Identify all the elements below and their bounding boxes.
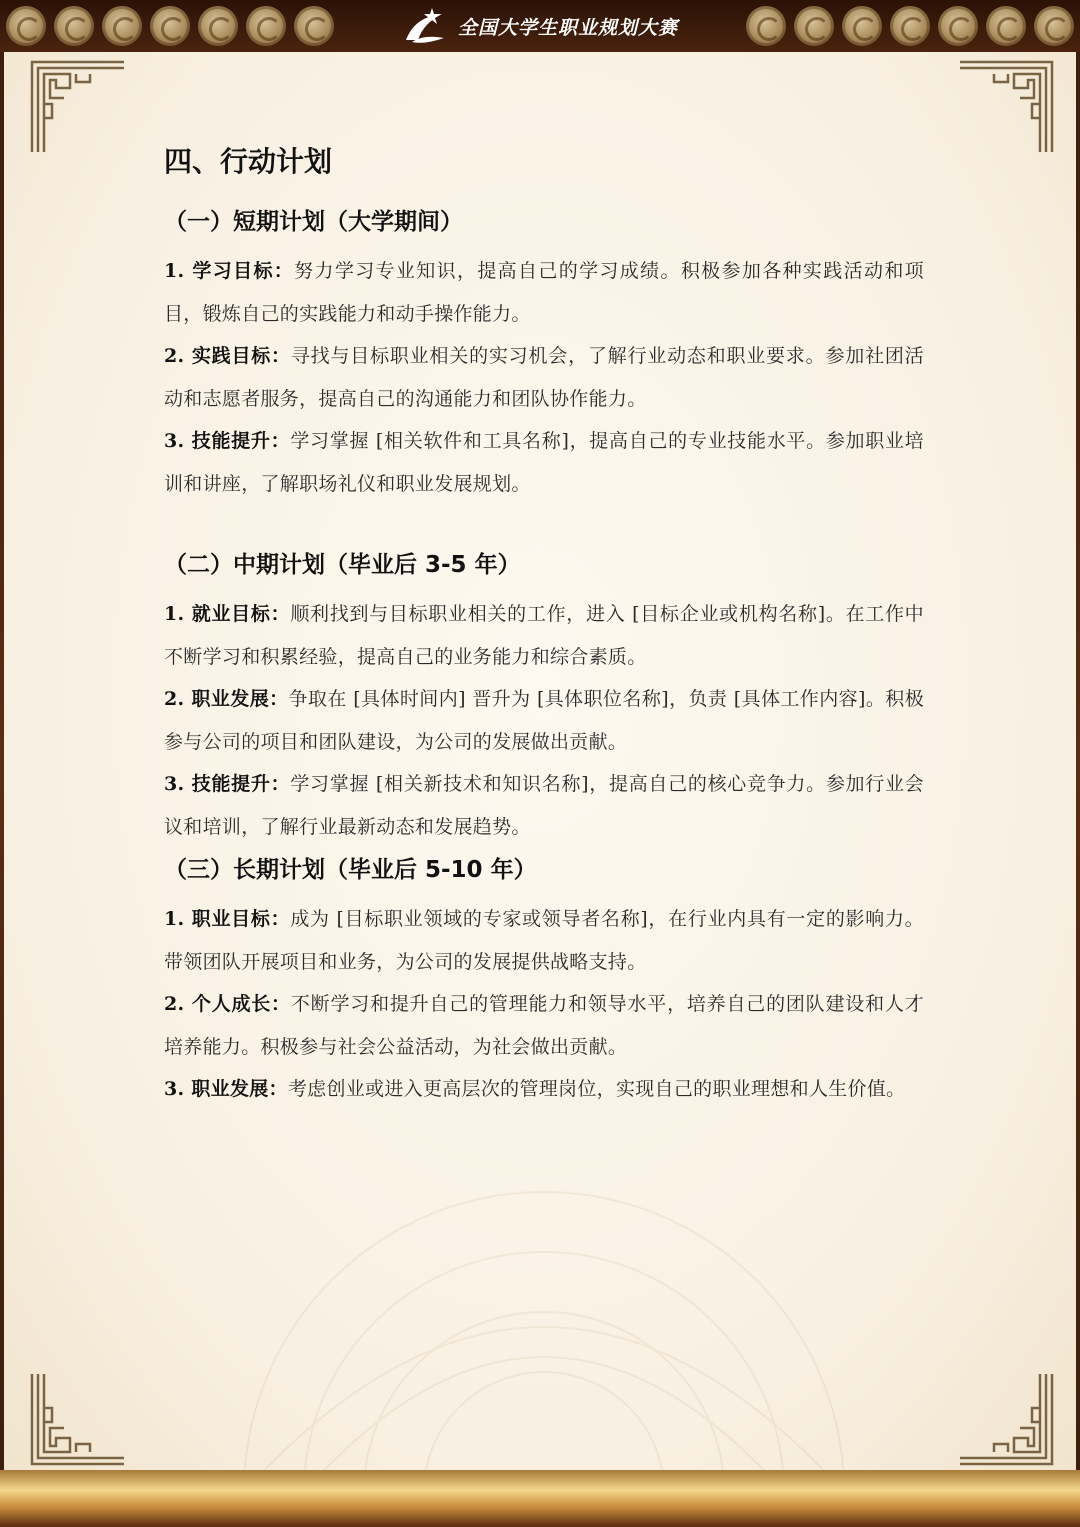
short-term-item	[164, 335, 924, 420]
right-ornaments	[746, 6, 1074, 46]
item-label: 3. 技能提升：	[164, 773, 291, 795]
flying-star-logo-icon	[402, 6, 448, 46]
cloud-medallion-icon	[842, 6, 882, 46]
item-label: 3. 技能提升：	[164, 430, 291, 452]
cloud-medallion-icon	[54, 6, 94, 46]
item-text: 寻找与目标职业相关的实习机会，了解行业动态和职业要求。参加社团活动和志愿者服务，提高自己的沟通能力和团队协作能力。	[164, 345, 924, 410]
short-term-item	[164, 420, 924, 505]
item-text: 考虑创业或进入更高层次的管理岗位，实现自己的职业理想和人生价值。	[287, 1078, 906, 1100]
item-label: 1. 职业目标：	[164, 908, 291, 930]
left-ornaments	[6, 6, 334, 46]
section-title: 四、行动计划	[164, 145, 333, 178]
cloud-medallion-icon	[102, 6, 142, 46]
short-term-heading: （一）短期计划（大学期间）	[164, 209, 463, 235]
item-text: 学习掌握 [相关软件和工具名称]，提高自己的专业技能水平。参加职业培训和讲座，了解职场礼仪和职业发展规划。	[164, 430, 924, 495]
corner-fret-ornament-icon	[30, 58, 126, 154]
cloud-medallion-icon	[890, 6, 930, 46]
cloud-medallion-icon	[150, 6, 190, 46]
bottom-gold-band	[0, 1470, 1080, 1527]
cloud-medallion-icon	[198, 6, 238, 46]
item-text: 成为 [目标职业领域的专家或领导者名称]，在行业内具有一定的影响力。带领团队开展项目和业务，为公司的发展提供战略支持。	[164, 908, 924, 973]
corner-fret-ornament-icon	[958, 58, 1054, 154]
cloud-medallion-icon	[794, 6, 834, 46]
cloud-medallion-icon	[1034, 6, 1074, 46]
cloud-medallion-icon	[746, 6, 786, 46]
cloud-medallion-icon	[938, 6, 978, 46]
item-text: 争取在 [具体时间内] 晋升为 [具体职位名称]，负责 [具体工作内容]。积极参与公司的项目和团队建设，为公司的发展做出贡献。	[164, 688, 924, 753]
item-label: 2. 职业发展：	[164, 688, 289, 710]
mid-term-item	[164, 678, 924, 763]
section-spacer	[164, 505, 924, 545]
header-band	[0, 0, 1080, 52]
corner-fret-ornament-icon	[30, 1372, 126, 1468]
corner-fret-ornament-icon	[958, 1372, 1054, 1468]
item-label: 2. 个人成长：	[164, 993, 291, 1015]
long-term-heading: （三）长期计划（毕业后 5-10 年）	[164, 857, 537, 883]
cloud-medallion-icon	[6, 6, 46, 46]
long-term-item	[164, 898, 924, 983]
cloud-medallion-icon	[986, 6, 1026, 46]
document-content	[164, 128, 924, 1111]
long-term-item	[164, 983, 924, 1068]
item-text: 顺利找到与目标职业相关的工作，进入 [目标企业或机构名称]。在工作中不断学习和积累经验，提高自己的业务能力和综合素质。	[164, 603, 924, 668]
item-text: 不断学习和提升自己的管理能力和领导水平，培养自己的团队建设和人才培养能力。积极参与社会公益活动，为社会做出贡献。	[164, 993, 924, 1058]
mandala-watermark-icon	[164, 1162, 924, 1492]
cloud-medallion-icon	[246, 6, 286, 46]
item-text: 努力学习专业知识，提高自己的学习成绩。积极参加各种实践活动和项目，锻炼自己的实践能力和动手操作能力。	[164, 260, 924, 325]
mid-term-item	[164, 763, 924, 848]
item-label: 3. 职业发展：	[164, 1078, 288, 1100]
mid-term-heading: （二）中期计划（毕业后 3-5 年）	[164, 552, 521, 578]
brand-name: 全国大学生职业规划大赛	[457, 16, 678, 39]
item-label: 1. 学习目标：	[164, 260, 295, 282]
item-label: 2. 实践目标：	[164, 345, 291, 367]
cloud-medallion-icon	[294, 6, 334, 46]
mid-term-item	[164, 593, 924, 678]
brand	[402, 6, 678, 46]
item-text: 学习掌握 [相关新技术和知识名称]，提高自己的核心竞争力。参加行业会议和培训，了解行业最新动态和发展趋势。	[164, 773, 924, 838]
short-term-item	[164, 250, 924, 335]
long-term-item	[164, 1068, 924, 1111]
item-label: 1. 就业目标：	[164, 603, 291, 625]
